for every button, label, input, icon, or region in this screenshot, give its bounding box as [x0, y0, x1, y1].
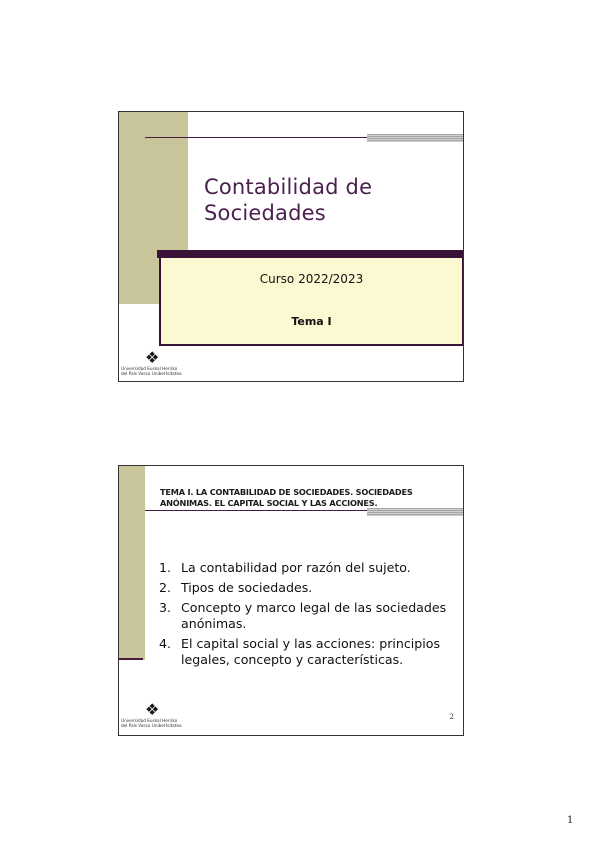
heading-line-2: ANÓNIMAS. EL CAPITAL SOCIAL Y LAS ACCIONES. [160, 498, 378, 508]
title-line-1: Contabilidad de [204, 175, 373, 199]
item-text-line-1: El capital social y las acciones: principios [181, 636, 441, 651]
item-number: 2. [159, 580, 172, 595]
gray-accent-bar [367, 134, 464, 142]
title-rule [145, 137, 367, 138]
olive-accent-band [119, 466, 145, 660]
heading-line-1: TEMA I. LA CONTABILIDAD DE SOCIEDADES. SOCIEDADES [160, 487, 413, 497]
logo-text-line-2: del País Vasco Unibertsitatea [121, 371, 182, 376]
logo-text-line-1: Universidad Euskal Herriko [121, 366, 178, 371]
item-text-line-2: anónimas. [181, 616, 247, 631]
gray-accent-bar [367, 508, 464, 516]
subtitle-box [159, 258, 464, 346]
slide-1 [118, 111, 464, 382]
slide-title [204, 174, 372, 226]
item-text: La contabilidad por razón del sujeto. [181, 560, 411, 575]
page-number: 1 [567, 815, 574, 826]
university-emblem-icon: ❖ [145, 348, 160, 367]
slide-number: 2 [449, 713, 454, 721]
cream-box-top-bar [157, 250, 464, 258]
slide-2 [118, 465, 464, 736]
topic-list [159, 560, 459, 672]
item-number: 3. [159, 600, 172, 615]
item-number: 4. [159, 636, 172, 651]
course-label: Curso 2022/2023 [259, 272, 364, 286]
slide-heading [160, 487, 460, 509]
logo-text-line-2: del País Vasco Unibertsitatea [121, 723, 182, 728]
item-text-line-2: legales, concepto y características. [181, 652, 404, 667]
bottom-accent-rule [119, 658, 143, 660]
list-item [159, 560, 459, 576]
university-emblem-icon: ❖ [145, 700, 160, 719]
list-item [159, 636, 459, 668]
topic-label: Tema I [291, 315, 332, 328]
university-logo [119, 348, 199, 382]
heading-rule [145, 510, 367, 511]
item-text: Tipos de sociedades. [181, 580, 313, 595]
logo-text-line-1: Universidad Euskal Herriko [121, 718, 178, 723]
title-line-2: Sociedades [204, 201, 326, 225]
university-logo [119, 700, 199, 734]
item-text-line-1: Concepto y marco legal de las sociedades [181, 600, 447, 615]
list-item [159, 600, 459, 632]
list-item [159, 580, 459, 596]
item-number: 1. [159, 560, 172, 575]
